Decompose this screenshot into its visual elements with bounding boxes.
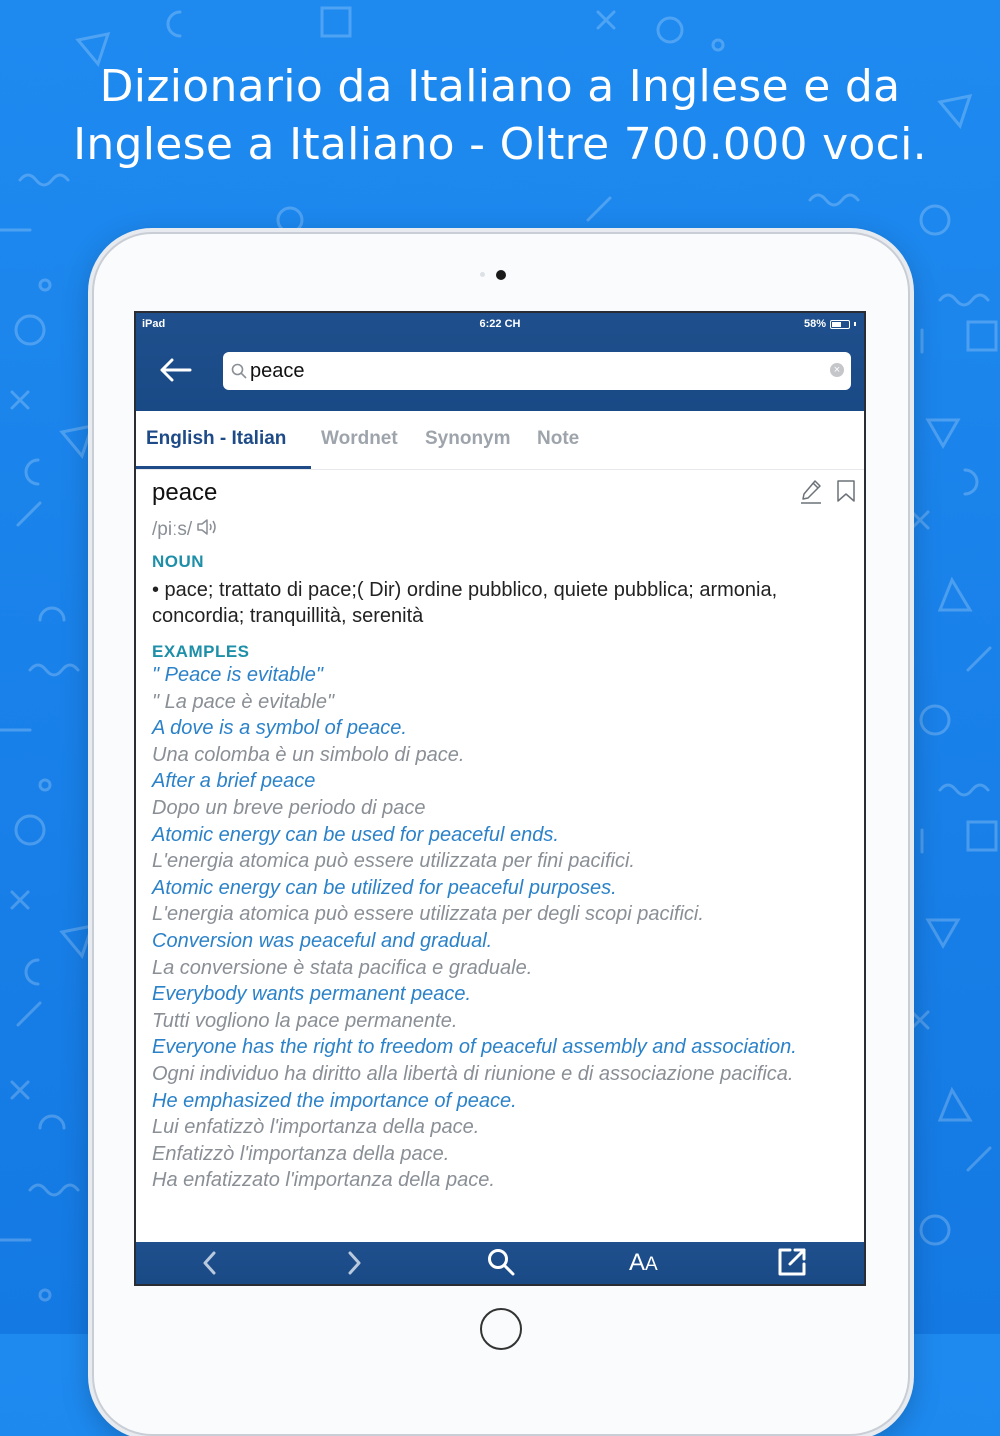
example-italian: L'energia atomica può essere utilizzata per fini pacifici. <box>152 850 635 873</box>
example-italian: Enfatizzò l'importanza della pace. <box>152 1142 450 1165</box>
search-button[interactable] <box>486 1247 516 1277</box>
speaker-icon[interactable] <box>196 517 218 543</box>
example-english: Everyone has the right to freedom of peaceful assembly and association. <box>152 1036 797 1059</box>
tab-note[interactable]: Note <box>537 428 580 449</box>
example-italian: " La pace è evitable" <box>152 690 335 713</box>
bookmark-icon[interactable] <box>836 479 856 508</box>
example-english: Conversion was peaceful and gradual. <box>152 929 493 952</box>
example-italian: Dopo un breve periodo di pace <box>152 796 426 819</box>
tab-english-italian[interactable]: English - Italian <box>146 428 287 449</box>
example-english: " Peace is evitable" <box>152 664 323 686</box>
example-italian: Ogni individuo ha diritto alla libertà di riunione e di associazione pacifica. <box>152 1062 794 1085</box>
search-icon <box>231 363 247 384</box>
example-italian: Ha enfatizzato l'importanza della pace. <box>152 1169 495 1192</box>
bottom-toolbar <box>136 1242 864 1284</box>
search-field[interactable] <box>223 352 851 390</box>
example-italian: La conversione è stata pacifica e graduale. <box>152 956 533 979</box>
status-battery <box>804 318 856 330</box>
pronunciation <box>152 517 218 543</box>
battery-icon <box>830 320 850 329</box>
example-italian: L'energia atomica può essere utilizzata per degli scopi pacifici. <box>152 903 704 926</box>
font-size-icon[interactable] <box>629 1249 658 1279</box>
chevron-left-icon <box>200 1248 220 1278</box>
back-button[interactable] <box>158 355 194 385</box>
headline-line-1: Dizionario da Italiano a Inglese e da <box>99 61 901 112</box>
previous-button[interactable] <box>200 1248 220 1278</box>
search-icon <box>486 1247 516 1277</box>
examples-heading: EXAMPLES <box>152 642 250 661</box>
promo-headline <box>0 58 1000 174</box>
next-button[interactable] <box>344 1248 364 1278</box>
app-screen <box>134 311 866 1286</box>
clear-icon[interactable]: × <box>830 363 844 377</box>
tab-wordnet[interactable]: Wordnet <box>321 428 398 449</box>
headline-line-2: Inglese a Italiano - Oltre 700.000 voci. <box>73 119 927 170</box>
status-device: iPad <box>142 318 166 330</box>
headword: peace <box>152 479 218 506</box>
definition-text: • pace; trattato di pace;( Dir) ordine pubblico, quiete pubblica; armonia, concordia; tranquillità, serenità <box>152 579 778 627</box>
font-size-big: A <box>629 1249 646 1276</box>
search-input[interactable]: peace <box>250 360 305 382</box>
active-tab-indicator <box>136 466 311 469</box>
example-english: He emphasized the importance of peace. <box>152 1089 517 1112</box>
edit-note-icon[interactable] <box>800 479 822 510</box>
dictionary-tabs <box>136 411 864 470</box>
navigation-bar <box>136 313 864 411</box>
example-italian: Una colomba è un simbolo di pace. <box>152 743 465 766</box>
ipad-home-button <box>480 1308 522 1350</box>
ipad-camera <box>496 270 506 280</box>
example-english: A dove is a symbol of peace. <box>152 717 407 740</box>
share-icon <box>776 1246 808 1278</box>
pronunciation-text: /piːs/ <box>152 519 193 540</box>
share-button[interactable] <box>776 1246 808 1276</box>
battery-tip <box>854 322 856 326</box>
ipad-sensor <box>480 272 485 277</box>
status-time: 6:22 CH <box>479 318 521 330</box>
part-of-speech: NOUN <box>152 552 205 571</box>
tab-synonym[interactable]: Synonym <box>425 428 511 449</box>
example-english: Atomic energy can be utilized for peaceful purposes. <box>152 876 617 899</box>
font-size-small: A <box>645 1254 658 1275</box>
battery-percent: 58% <box>803 318 826 330</box>
example-italian: Lui enfatizzò l'importanza della pace. <box>152 1116 480 1139</box>
example-english: After a brief peace <box>152 770 316 793</box>
examples-list <box>152 662 842 1194</box>
example-english: Everybody wants permanent peace. <box>152 983 472 1006</box>
example-english: Atomic energy can be used for peaceful ends. <box>152 823 559 846</box>
battery-level <box>832 322 841 327</box>
example-italian: Tutti vogliono la pace permanente. <box>152 1009 458 1032</box>
back-arrow-icon <box>158 355 192 385</box>
status-bar <box>136 313 864 335</box>
chevron-right-icon <box>344 1248 364 1278</box>
